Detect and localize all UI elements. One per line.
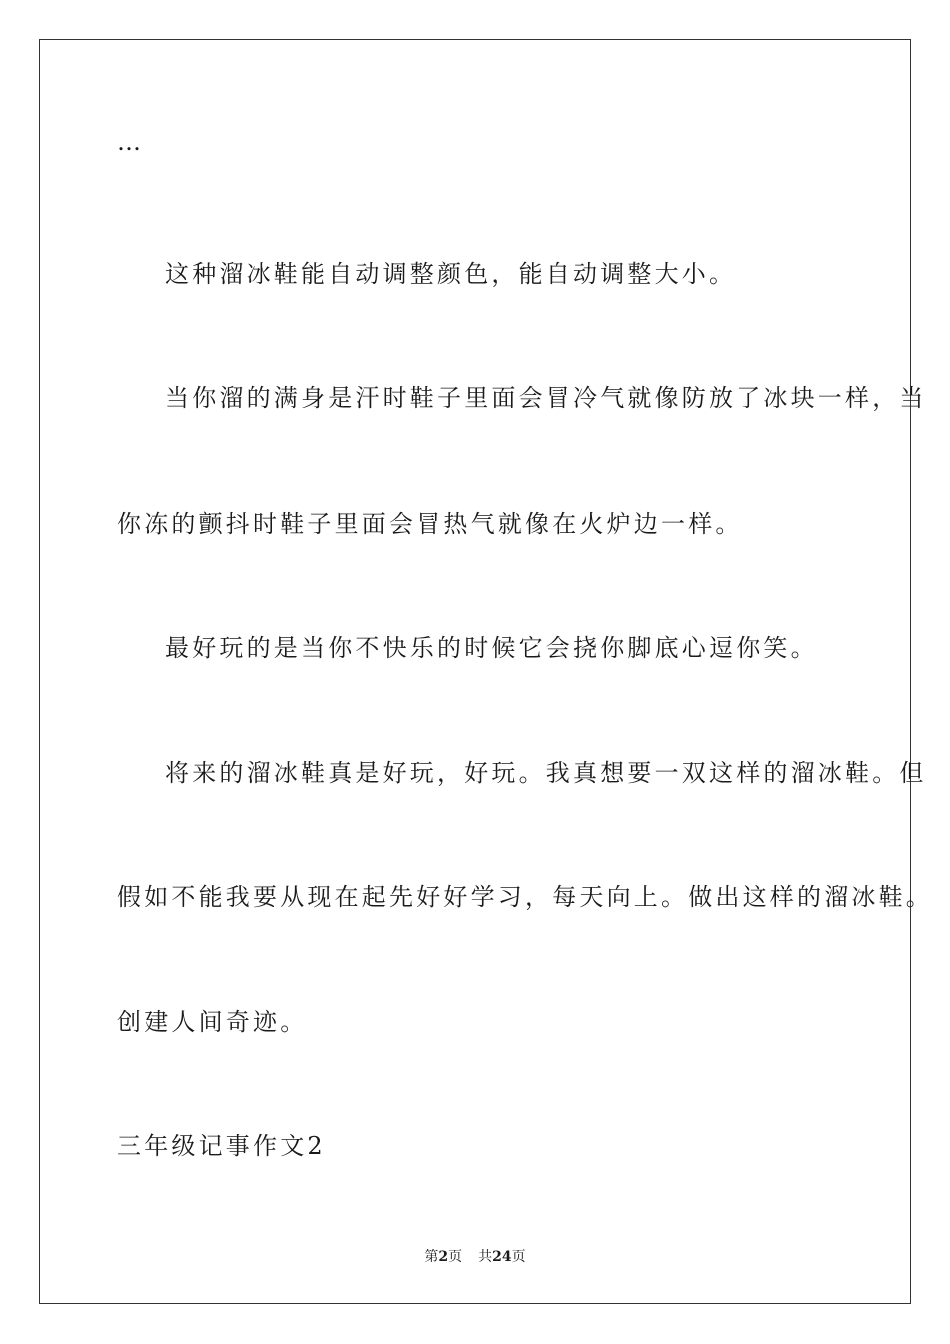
paragraph-line-2: 当你溜的满身是汗时鞋子里面会冒冷气就像防放了冰块一样，当	[165, 384, 927, 412]
page-number: 2	[438, 1249, 449, 1265]
page-suffix: 页	[448, 1249, 463, 1265]
total-prefix: 共	[478, 1249, 493, 1265]
total-pages: 24	[492, 1249, 512, 1265]
ellipsis-text: …	[117, 128, 142, 156]
paragraph-line-4: 最好玩的是当你不快乐的时候它会挠你脚底心逗你笑。	[165, 634, 818, 662]
section-heading: 三年级记事作文2	[117, 1132, 326, 1160]
page-prefix: 第	[424, 1249, 439, 1265]
page-border	[39, 39, 911, 1304]
paragraph-line-7: 创建人间奇迹。	[117, 1008, 308, 1036]
total-suffix: 页	[511, 1249, 526, 1265]
page-footer	[0, 1250, 950, 1264]
paragraph-line-1: 这种溜冰鞋能自动调整颜色，能自动调整大小。	[165, 260, 737, 288]
paragraph-line-6: 假如不能我要从现在起先好好学习，每天向上。做出这样的溜冰鞋。	[117, 883, 933, 911]
paragraph-line-5: 将来的溜冰鞋真是好玩，好玩。我真想要一双这样的溜冰鞋。但	[165, 759, 927, 787]
paragraph-line-3: 你冻的颤抖时鞋子里面会冒热气就像在火炉边一样。	[117, 510, 743, 538]
